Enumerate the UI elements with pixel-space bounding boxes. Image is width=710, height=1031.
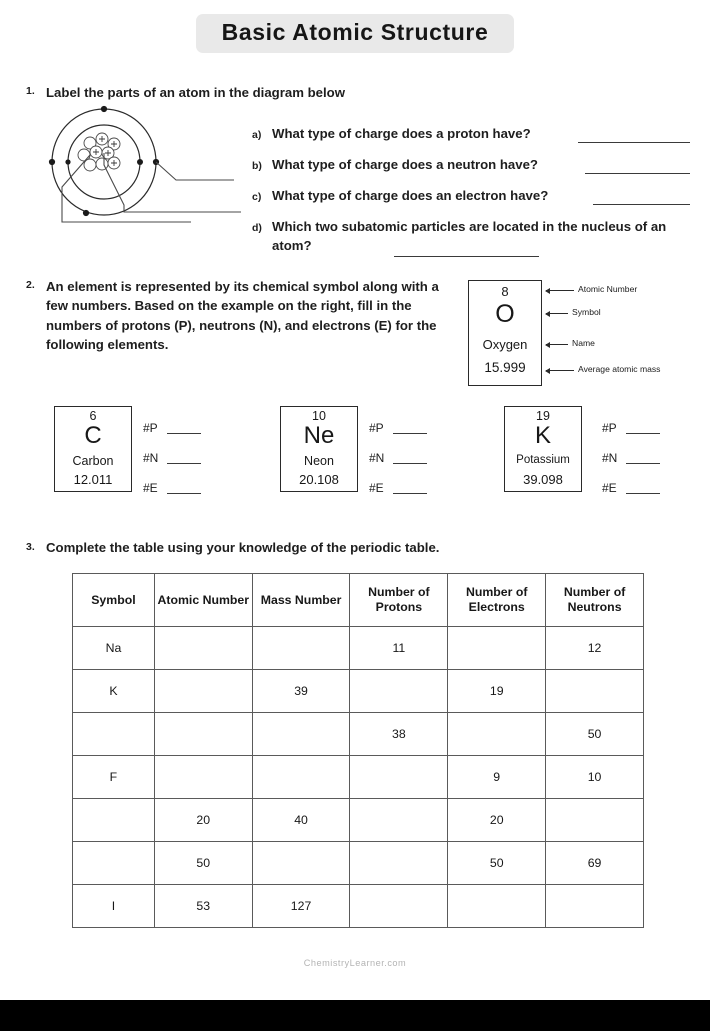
table-cell[interactable]: 40 xyxy=(252,799,350,842)
element-box-potassium xyxy=(504,406,582,492)
example-element-box-oxygen xyxy=(468,280,542,386)
neon-neutrons-label: #N xyxy=(369,451,385,465)
question-3-number: 3. xyxy=(26,541,35,553)
arrow-symbol-icon xyxy=(546,313,568,314)
table-cell[interactable]: 20 xyxy=(448,799,546,842)
table-row xyxy=(73,627,644,670)
subquestion-b-label: b) xyxy=(252,160,262,172)
table-cell[interactable]: 127 xyxy=(252,885,350,928)
table-header-cell: Mass Number xyxy=(252,574,350,627)
table-row xyxy=(73,670,644,713)
table-cell[interactable]: 12 xyxy=(546,627,644,670)
element-name: Neon xyxy=(304,454,334,468)
subquestion-d-text: Which two subatomic particles are located in the nucleus of an atom? xyxy=(272,219,667,253)
question-2-number: 2. xyxy=(26,279,35,291)
table-cell[interactable]: 9 xyxy=(448,756,546,799)
table-cell[interactable] xyxy=(350,842,448,885)
periodic-table xyxy=(72,573,644,928)
example-atomic-number: 8 xyxy=(501,284,509,299)
table-header-cell: Atomic Number xyxy=(154,574,252,627)
table-cell[interactable] xyxy=(448,885,546,928)
table-cell[interactable]: 50 xyxy=(154,842,252,885)
table-cell[interactable]: 20 xyxy=(154,799,252,842)
table-row xyxy=(73,756,644,799)
table-cell[interactable] xyxy=(154,627,252,670)
annotation-symbol: Symbol xyxy=(572,307,601,317)
answer-line-d[interactable] xyxy=(394,256,539,257)
table-body xyxy=(73,627,644,928)
neon-neutrons-blank[interactable] xyxy=(393,463,427,464)
question-3-text: Complete the table using your knowledge of the periodic table. xyxy=(46,540,440,555)
neon-protons-blank[interactable] xyxy=(393,433,427,434)
element-symbol: Ne xyxy=(303,422,335,449)
answer-line-a[interactable] xyxy=(578,142,690,143)
element-mass: 20.108 xyxy=(299,472,339,487)
table-cell[interactable]: Na xyxy=(73,627,155,670)
arrow-mass-icon xyxy=(546,370,574,371)
question-1-number: 1. xyxy=(26,85,35,97)
subquestion-a-label: a) xyxy=(252,129,262,141)
table-cell[interactable] xyxy=(252,756,350,799)
table-row xyxy=(73,842,644,885)
table-header-cell: Number of Protons xyxy=(350,574,448,627)
page-title-wrapper xyxy=(0,14,710,53)
page-title: Basic Atomic Structure xyxy=(196,14,515,53)
table-cell[interactable] xyxy=(546,670,644,713)
carbon-protons-blank[interactable] xyxy=(167,433,201,434)
table-header-cell: Number of Electrons xyxy=(448,574,546,627)
potassium-electrons-label: #E xyxy=(602,481,617,495)
table-row xyxy=(73,713,644,756)
table-cell[interactable] xyxy=(448,713,546,756)
element-symbol: C xyxy=(84,422,102,449)
atom-diagram xyxy=(26,105,241,230)
neon-protons-label: #P xyxy=(369,421,384,435)
atom-diagram-svg xyxy=(26,105,241,230)
question-2-text: An element is represented by its chemical symbol along with a few numbers. Based on the example on the right, fill in the numbers of protons (P), neutrons (N), and electrons (E) for the following elements. xyxy=(46,279,439,352)
neon-electrons-label: #E xyxy=(369,481,384,495)
carbon-electrons-label: #E xyxy=(143,481,158,495)
potassium-electrons-blank[interactable] xyxy=(626,493,660,494)
subquestion-d-label: d) xyxy=(252,222,262,234)
table-cell[interactable] xyxy=(252,713,350,756)
potassium-protons-label: #P xyxy=(602,421,617,435)
table-cell[interactable] xyxy=(448,627,546,670)
subquestion-b-text: What type of charge does a neutron have? xyxy=(272,157,538,172)
table-cell[interactable] xyxy=(73,842,155,885)
subquestion-a-text: What type of charge does a proton have? xyxy=(272,126,531,141)
question-1-text: Label the parts of an atom in the diagram below xyxy=(46,85,345,100)
table-cell[interactable] xyxy=(252,627,350,670)
table-header-cell: Number of Neutrons xyxy=(546,574,644,627)
carbon-protons-label: #P xyxy=(143,421,158,435)
arrow-name-icon xyxy=(546,344,568,345)
table-cell[interactable] xyxy=(350,670,448,713)
table-cell[interactable] xyxy=(73,799,155,842)
table-cell[interactable]: 50 xyxy=(448,842,546,885)
example-symbol: O xyxy=(495,300,515,328)
table-cell[interactable] xyxy=(546,885,644,928)
element-name: Carbon xyxy=(72,454,114,468)
table-header-row xyxy=(73,574,644,627)
table-cell[interactable] xyxy=(350,799,448,842)
table-cell[interactable]: 69 xyxy=(546,842,644,885)
table-cell[interactable] xyxy=(546,799,644,842)
element-atomic-number: 19 xyxy=(536,409,550,423)
element-mass: 12.011 xyxy=(73,472,113,487)
annotation-mass: Average atomic mass xyxy=(578,364,661,374)
subquestion-c-label: c) xyxy=(252,191,262,203)
table-cell[interactable]: 19 xyxy=(448,670,546,713)
table-cell[interactable] xyxy=(252,842,350,885)
potassium-neutrons-blank[interactable] xyxy=(626,463,660,464)
table-cell[interactable] xyxy=(154,670,252,713)
table-cell[interactable]: F xyxy=(73,756,155,799)
element-box-neon xyxy=(280,406,358,492)
neon-electrons-blank[interactable] xyxy=(393,493,427,494)
table-header-cell: Symbol xyxy=(73,574,155,627)
table-cell[interactable]: 38 xyxy=(350,713,448,756)
annotation-name: Name xyxy=(572,338,595,348)
potassium-neutrons-label: #N xyxy=(602,451,618,465)
table-cell[interactable]: 50 xyxy=(546,713,644,756)
answer-line-b[interactable] xyxy=(585,173,690,174)
table-cell[interactable] xyxy=(350,885,448,928)
table-cell[interactable] xyxy=(154,713,252,756)
table-cell[interactable]: 10 xyxy=(546,756,644,799)
element-atomic-number: 6 xyxy=(89,409,97,423)
table-cell[interactable] xyxy=(154,756,252,799)
footer-attribution: ChemistryLearner.com xyxy=(303,958,407,968)
element-atomic-number: 10 xyxy=(312,409,326,423)
element-symbol: K xyxy=(534,422,551,449)
annotation-atomic-number: Atomic Number xyxy=(578,284,638,294)
table-cell[interactable] xyxy=(350,756,448,799)
table-row xyxy=(73,799,644,842)
table-cell[interactable]: I xyxy=(73,885,155,928)
element-box-carbon xyxy=(54,406,132,492)
table-cell[interactable] xyxy=(73,713,155,756)
table-row xyxy=(73,885,644,928)
bottom-black-bar xyxy=(0,1000,710,1031)
carbon-neutrons-label: #N xyxy=(143,451,159,465)
arrow-atomic-number-icon xyxy=(546,290,574,291)
table-cell[interactable]: K xyxy=(73,670,155,713)
example-mass: 15.999 xyxy=(484,360,526,375)
table-cell[interactable]: 53 xyxy=(154,885,252,928)
element-name: Potassium xyxy=(516,454,570,466)
table-cell[interactable]: 11 xyxy=(350,627,448,670)
element-mass: 39.098 xyxy=(523,472,563,487)
carbon-electrons-blank[interactable] xyxy=(167,493,201,494)
example-name: Oxygen xyxy=(482,337,528,352)
answer-line-c[interactable] xyxy=(593,204,690,205)
potassium-protons-blank[interactable] xyxy=(626,433,660,434)
carbon-neutrons-blank[interactable] xyxy=(167,463,201,464)
table-cell[interactable]: 39 xyxy=(252,670,350,713)
subquestion-c-text: What type of charge does an electron have? xyxy=(272,188,549,203)
